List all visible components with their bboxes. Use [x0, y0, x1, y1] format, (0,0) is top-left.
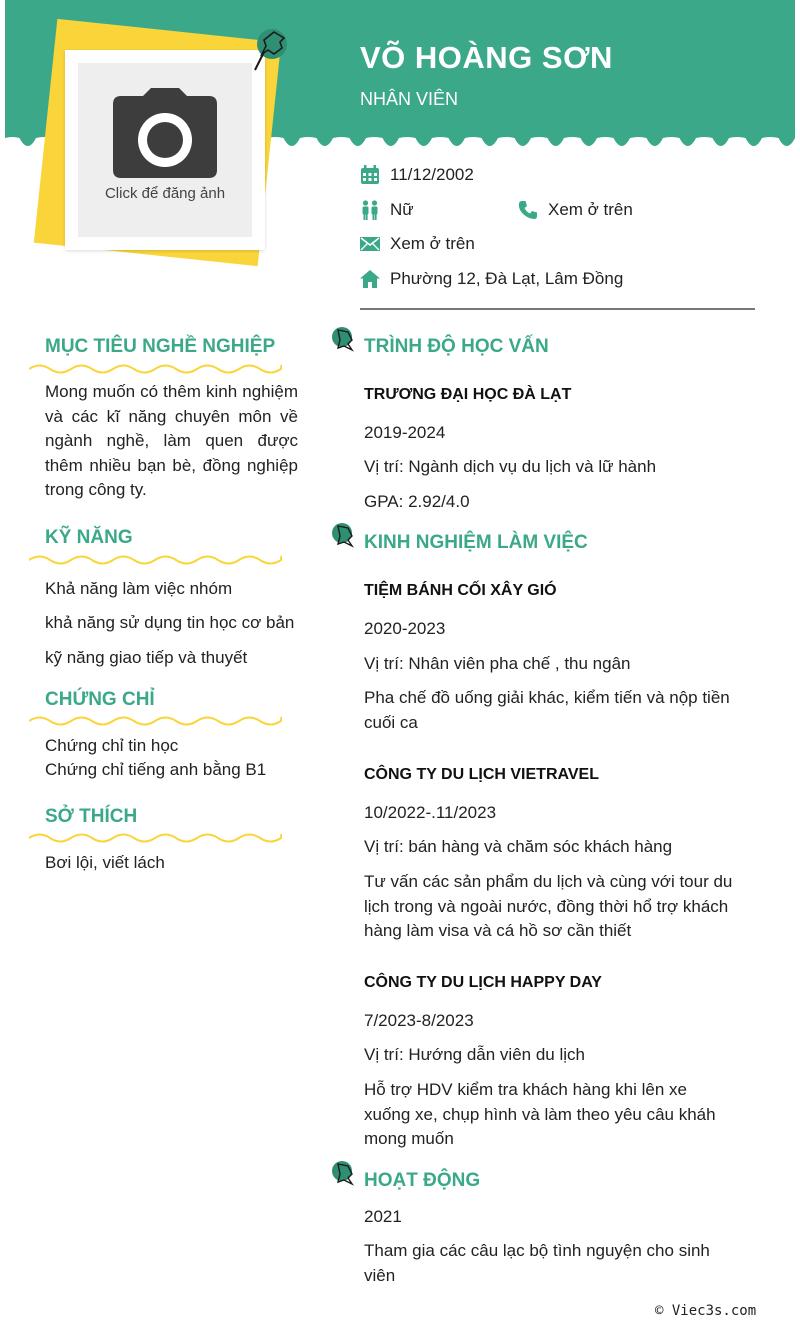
job-period: 10/2022-.11/2023 [364, 803, 497, 822]
activities-heading: HOẠT ĐỘNG [364, 1170, 481, 1191]
job-description-line: xuống xe, chụp hình và làm theo yêu câu kháh [364, 1104, 716, 1124]
job-description-line: cuối ca [364, 712, 418, 732]
footer-credit: © Viec3s.com [655, 1303, 757, 1319]
education-gpa: GPA: 2.92/4.0 [364, 492, 470, 511]
birthday-row [360, 165, 474, 185]
email-icon [360, 236, 380, 252]
section-underline [29, 554, 282, 566]
candidate-name: VÕ HOÀNG SƠN [360, 40, 613, 75]
gender-row [360, 200, 414, 220]
education-major: Vị trí: Ngành dịch vụ du lịch và lữ hành [364, 457, 657, 476]
job-description [364, 686, 739, 735]
experience-heading: KINH NGHIỆM LÀM VIỆC [364, 532, 588, 553]
hobbies-heading: SỞ THÍCH [45, 806, 138, 827]
section-underline [29, 715, 282, 727]
job-description-line: Tư vấn các sản phẩm du lịch và cùng với tour du [364, 872, 733, 891]
certificate-item: Chứng chỉ tiếng anh bằng B1 [45, 760, 267, 779]
camera-icon [113, 88, 217, 178]
address-row [360, 269, 623, 289]
job-description-line: mong muốn [364, 1129, 454, 1148]
candidate-title: NHÂN VIÊN [360, 89, 459, 109]
photo-card[interactable] [65, 50, 265, 250]
section-underline [29, 363, 282, 375]
certificates-heading: CHỨNG CHỈ [45, 689, 155, 710]
hobbies-text: Bơi lội, viết lách [45, 853, 165, 872]
home-icon [360, 270, 380, 288]
calendar-icon [360, 165, 380, 185]
header-divider [360, 308, 755, 310]
gender-icon [360, 200, 380, 220]
job-description-line: Hỗ trợ HDV kiểm tra khách hàng khi lên xe [364, 1080, 687, 1099]
phone-row [518, 200, 633, 220]
phone-value: Xem ở trên [548, 200, 633, 219]
job-position: Vị trí: Nhân viên pha chế , thu ngân [364, 654, 631, 673]
skill-item: Khả năng làm việc nhóm [45, 579, 233, 598]
job-description-line: hàng làm visa và cá hồ sơ cần thiết [364, 921, 632, 940]
objective-heading: MỤC TIÊU NGHỀ NGHIỆP [45, 336, 276, 357]
photo-upload-label: Click để đăng ảnh [104, 185, 226, 202]
photo-upload-area[interactable] [78, 63, 252, 237]
job-description [364, 870, 739, 944]
education-heading: TRÌNH ĐỘ HỌC VẤN [364, 336, 549, 357]
job-position: Vị trí: Hướng dẫn viên du lịch [364, 1045, 585, 1064]
activity-year: 2021 [364, 1207, 402, 1226]
email-row [360, 234, 475, 254]
skills-heading: KỸ NĂNG [45, 527, 133, 548]
job-company: TIỆM BÁNH CỐI XÂY GIÓ [364, 582, 557, 599]
address-value: Phường 12, Đà Lạt, Lâm Đồng [390, 269, 624, 288]
job-period: 2020-2023 [364, 619, 446, 638]
phone-icon [518, 200, 538, 220]
skill-item: khả năng sử dụng tin học cơ bản [45, 613, 295, 632]
pushpin-icon [330, 1160, 356, 1188]
skill-item: kỹ năng giao tiếp và thuyết [45, 648, 248, 667]
pushpin-icon [330, 326, 356, 354]
job-description [364, 1078, 739, 1152]
activity-description-line: Tham gia các câu lạc bộ tình nguyện cho sinh [364, 1241, 710, 1260]
job-description-line: lịch trong và ngoài nước, đồng thời hổ trợ khách [364, 896, 729, 916]
job-period: 7/2023-8/2023 [364, 1011, 474, 1030]
objective-text: Mong muốn có thêm kinh nghiệm và các kĩ năng chuyên môn về ngành nghề, làm quen được thêm nhiều bạn bè, đồng nghiệp trong công ty. [45, 382, 298, 499]
education-period: 2019-2024 [364, 423, 446, 442]
job-company: CÔNG TY DU LỊCH VIETRAVEL [364, 766, 599, 783]
gender-value: Nữ [390, 200, 414, 219]
pushpin-icon [330, 522, 356, 550]
birthday-value: 11/12/2002 [390, 165, 474, 184]
job-description-line: Pha chế đồ uống giải khác, kiểm tiến và nộp tiền [364, 688, 730, 707]
certificate-item: Chứng chỉ tin học [45, 736, 179, 755]
activity-description [364, 1239, 739, 1288]
job-position: Vị trí: bán hàng và chăm sóc khách hàng [364, 837, 673, 856]
school-name: TRƯƠNG ĐẠI HỌC ĐÀ LẠT [364, 386, 572, 403]
section-underline [29, 832, 282, 844]
job-company: CÔNG TY DU LỊCH HAPPY DAY [364, 974, 602, 991]
email-value: Xem ở trên [390, 234, 475, 253]
activity-description-line: viên [364, 1265, 396, 1285]
pushpin-icon [252, 26, 290, 72]
